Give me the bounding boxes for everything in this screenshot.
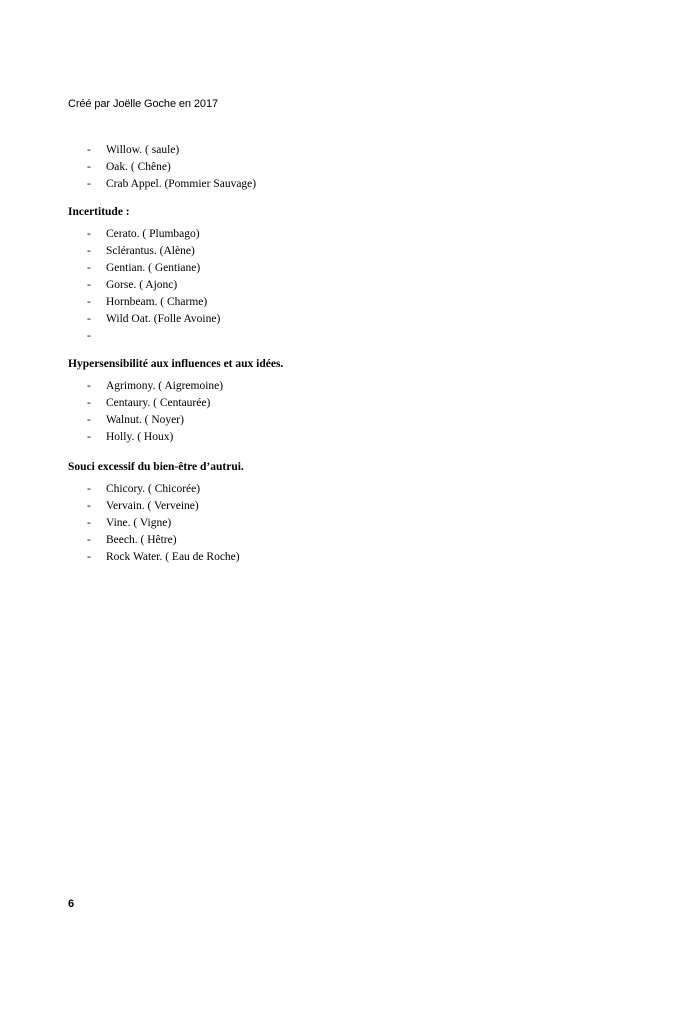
list-item-text: Vervain. ( Verveine) <box>106 500 199 512</box>
list-item <box>68 328 628 345</box>
list-item-text: Gorse. ( Ajonc) <box>106 279 178 291</box>
section-heading: Hypersensibilité aux influences et aux idées. <box>68 358 284 370</box>
list-item-text: Wild Oat. (Folle Avoine) <box>106 313 221 325</box>
list-dash: - <box>87 397 91 409</box>
list-item-text: Centaury. ( Centaurée) <box>106 397 211 409</box>
list-item <box>68 395 628 412</box>
page-number: 6 <box>68 898 75 910</box>
list-dash: - <box>87 431 91 443</box>
list-item <box>68 481 628 498</box>
list-item-text: Rock Water. ( Eau de Roche) <box>106 551 240 563</box>
list-item-text: Beech. ( Hêtre) <box>106 534 177 546</box>
remedy-list <box>68 226 628 345</box>
list-item-text: Holly. ( Houx) <box>106 431 174 443</box>
list-item <box>68 549 628 566</box>
list-dash: - <box>87 380 91 392</box>
section-heading: Souci excessif du bien-être d’autrui. <box>68 461 244 473</box>
list-item-text: Willow. ( saule) <box>106 144 180 156</box>
list-item <box>68 176 628 193</box>
list-dash: - <box>87 161 91 173</box>
list-item <box>68 142 628 159</box>
list-dash: - <box>87 279 91 291</box>
remedy-list <box>68 142 628 193</box>
list-dash: - <box>87 330 91 342</box>
list-dash: - <box>87 500 91 512</box>
list-dash: - <box>87 414 91 426</box>
list-item-text: Chicory. ( Chicorée) <box>106 483 201 495</box>
list-item <box>68 294 628 311</box>
list-item-text: Hornbeam. ( Charme) <box>106 296 208 308</box>
list-dash: - <box>87 517 91 529</box>
page-header: Créé par Joëlle Goche en 2017 <box>68 98 218 110</box>
list-item <box>68 260 628 277</box>
list-dash: - <box>87 313 91 325</box>
list-dash: - <box>87 262 91 274</box>
list-item-text: Vine. ( Vigne) <box>106 517 172 529</box>
list-dash: - <box>87 228 91 240</box>
list-item <box>68 532 628 549</box>
list-item <box>68 277 628 294</box>
section-incertitude <box>68 204 628 345</box>
list-item <box>68 412 628 429</box>
section-souci-excessif <box>68 459 628 566</box>
list-dash: - <box>87 551 91 563</box>
section-hypersensibilite <box>68 356 628 446</box>
list-item <box>68 515 628 532</box>
list-dash: - <box>87 144 91 156</box>
section-continuation <box>68 142 628 193</box>
list-item <box>68 429 628 446</box>
list-dash: - <box>87 483 91 495</box>
remedy-list <box>68 481 628 566</box>
list-item-text: Walnut. ( Noyer) <box>106 414 184 426</box>
list-item <box>68 226 628 243</box>
list-item <box>68 378 628 395</box>
list-dash: - <box>87 534 91 546</box>
list-item-text: Agrimony. ( Aigremoine) <box>106 380 224 392</box>
remedy-list <box>68 378 628 446</box>
list-item-text: Crab Appel. (Pommier Sauvage) <box>106 178 257 190</box>
list-item-text: Cerato. ( Plumbago) <box>106 228 200 240</box>
list-dash: - <box>87 245 91 257</box>
section-heading: Incertitude : <box>68 206 130 218</box>
list-item-text: Sclérantus. (Alène) <box>106 245 195 257</box>
list-item <box>68 498 628 515</box>
list-item <box>68 159 628 176</box>
list-item-text: Oak. ( Chêne) <box>106 161 171 173</box>
list-item-text: Gentian. ( Gentiane) <box>106 262 201 274</box>
list-item <box>68 243 628 260</box>
list-dash: - <box>87 178 91 190</box>
list-dash: - <box>87 296 91 308</box>
list-item <box>68 311 628 328</box>
